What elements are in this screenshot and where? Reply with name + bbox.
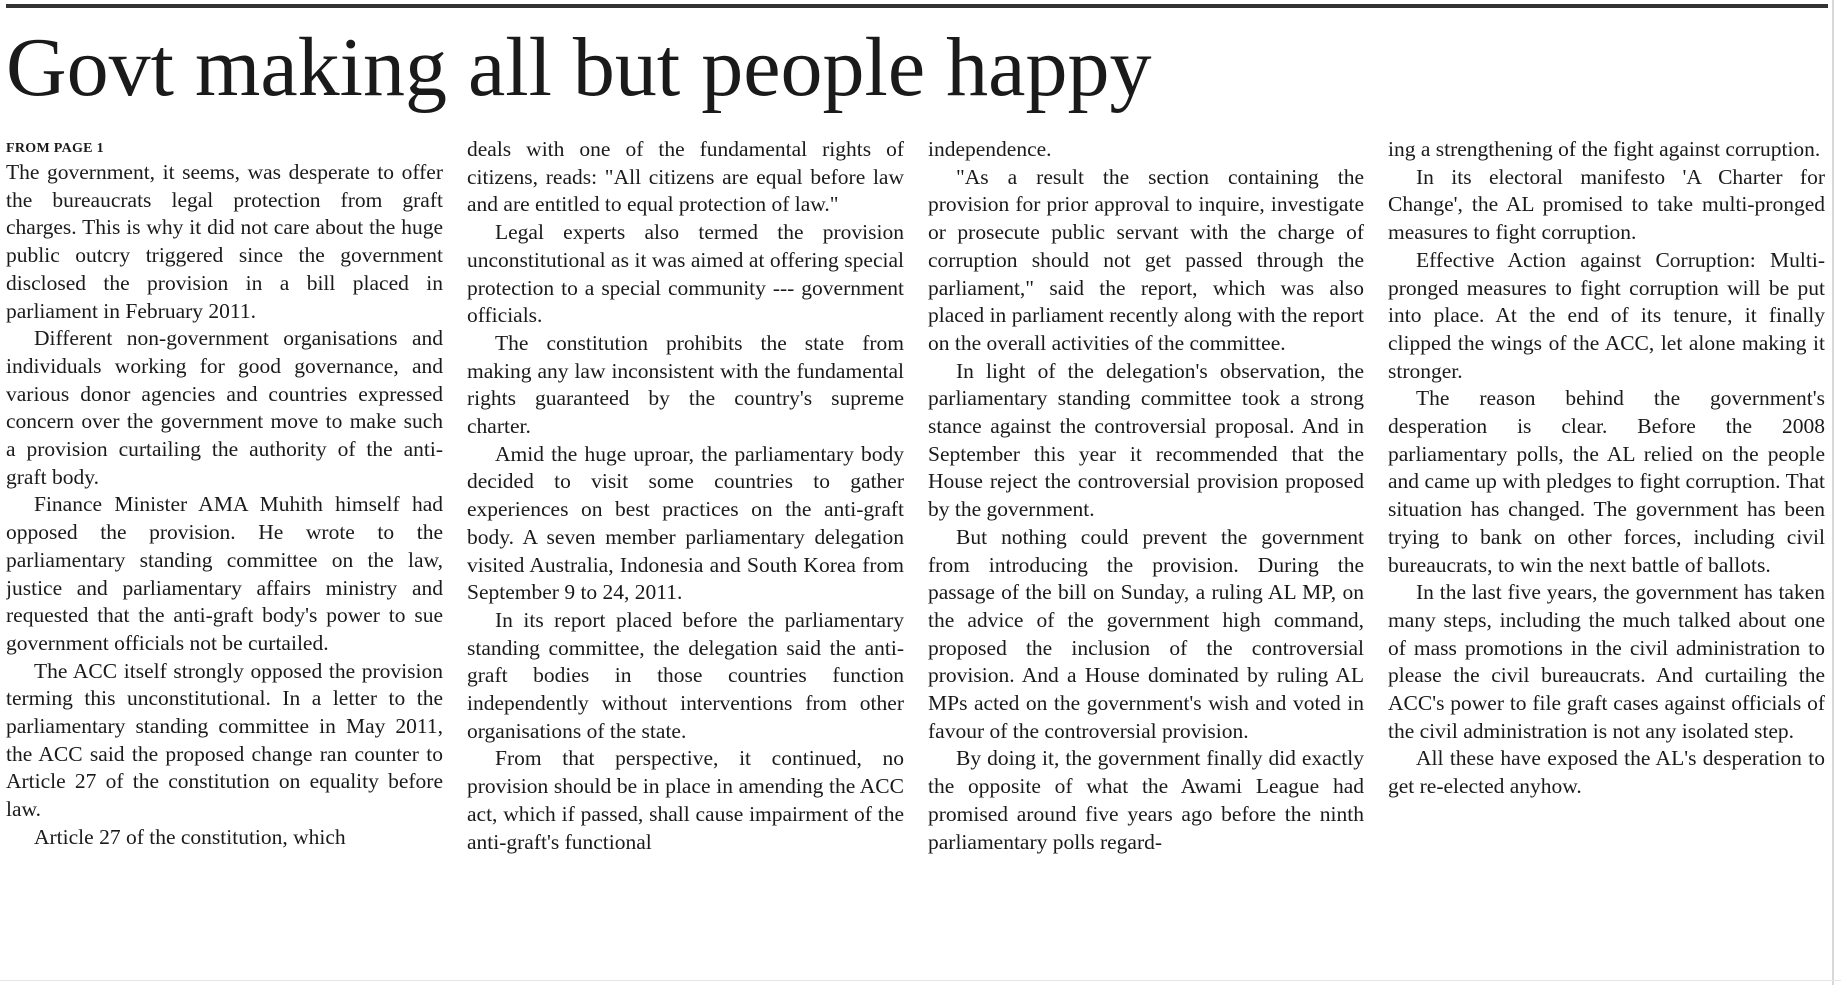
paragraph: Legal experts also termed the provision unconstitutional as it was aimed at offering special protection to a special community --- government officials.	[467, 220, 904, 328]
paragraph: The constitution prohibits the state from making any law inconsistent with the fundamental rights guaranteed by the country's supreme charter.	[467, 330, 904, 439]
paragraph: deals with one of the fundamental rights of citizens, reads: "All citizens are equal before law and are entitled to equal protection of law."	[467, 137, 904, 217]
paragraph: ing a strengthening of the fight against corruption.	[1388, 137, 1821, 161]
paragraph: Finance Minister AMA Muhith himself had opposed the provision. He wrote to the parliamentary standing committee on the law, justice and parliamentary affairs ministry and requested that the anti-graft body's power to sue government officials not be curtailed.	[6, 492, 443, 655]
paragraph: In the last five years, the government has taken many steps, including the much talked about one of mass promotions in the civil administration to please the civil bureaucrats. And curtailing the ACC's power to file graft cases against officials of the civil administration is not any isolated step.	[1388, 580, 1825, 743]
paragraph: In its electoral manifesto 'A Charter for Change', the AL promised to take multi-pronged measures to fight corruption.	[1388, 164, 1825, 245]
paragraph: From that perspective, it continued, no provision should be in place in amending the ACC act, which if passed, shall cause impairment of the anti-graft's functional	[467, 746, 904, 854]
paragraph: The government, it seems, was desperate to offer the bureaucrats legal protection from graft charges. This is why it did not care about the huge public outcry triggered since the government disclosed the provision in a bill placed in parliament in February 2011.	[6, 160, 443, 323]
paragraph: By doing it, the government finally did exactly the opposite of what the Awami League had promised around five years ago before the ninth parliamentary polls regard-	[928, 746, 1364, 854]
paragraph: "As a result the section containing the provision for prior approval to inquire, investigate or prosecute public servant with the charge of corruption should not get passed through the parliament," said the report, which was also placed in parliament recently along with the report on the overall activities of the committee.	[928, 164, 1364, 355]
paragraph: In its report placed before the parliamentary standing committee, the delegation said the anti-graft bodies in those countries function independently without interventions from other organisations of the state.	[467, 607, 904, 743]
article-column-1	[6, 139, 443, 971]
paragraph: In light of the delegation's observation, the parliamentary standing committee took a strong stance against the controversial proposal. And in September this year it recommended that the House reject the controversial provision proposed by the government.	[928, 358, 1364, 522]
paragraph: Different non-government organisations and individuals working for good governance, and various donor agencies and countries expressed concern over the government move to make such a provision curtailing the authority of the anti-graft body.	[6, 326, 443, 489]
article-column-4	[1388, 136, 1825, 968]
bottom-rule	[0, 980, 1841, 981]
paragraph: The ACC itself strongly opposed the provision terming this unconstitutional. In a letter to the parliamentary standing committee in May 2011, the ACC said the proposed change ran counter to Article 27 of the constitution on equality before law.	[6, 658, 443, 822]
paragraph: But nothing could prevent the government from introducing the provision. During the passage of the bill on Sunday, a ruling AL MP, on the advice of the government high command, proposed the inclusion of the controversial provision. And a House dominated by ruling AL MPs acted on the government's wish and voted in favour of the controversial provision.	[928, 524, 1364, 743]
paragraph: All these have exposed the AL's desperation to get re-elected anyhow.	[1388, 746, 1825, 799]
page-edge-rule	[1832, 0, 1834, 985]
paragraph: The reason behind the government's desperation is clear. Before the 2008 parliamentary polls, the AL relied on the people and came up with pledges to fight corruption. That situation has changed. The government has been trying to bank on other forces, including civil bureaucrats, to win the next battle of ballots.	[1388, 386, 1825, 577]
paragraph: independence.	[928, 137, 1052, 161]
paragraph: Effective Action against Corruption: Multi-pronged measures to fight corruption will be put into place. At the end of its tenure, it finally clipped the wings of the ACC, let alone making it stronger.	[1388, 247, 1825, 383]
continuation-kicker: FROM PAGE 1	[6, 141, 104, 156]
headline: Govt making all but people happy	[6, 21, 1152, 114]
top-rule	[6, 4, 1828, 8]
article-column-3	[928, 136, 1364, 968]
article-column-2	[467, 136, 904, 968]
paragraph: Amid the huge uproar, the parliamentary body decided to visit some countries to gather experiences on best practices on the anti-graft body. A seven member parliamentary delegation visited Australia, Indonesia and South Korea from September 9 to 24, 2011.	[467, 441, 904, 605]
paragraph: Article 27 of the constitution, which	[34, 824, 346, 849]
